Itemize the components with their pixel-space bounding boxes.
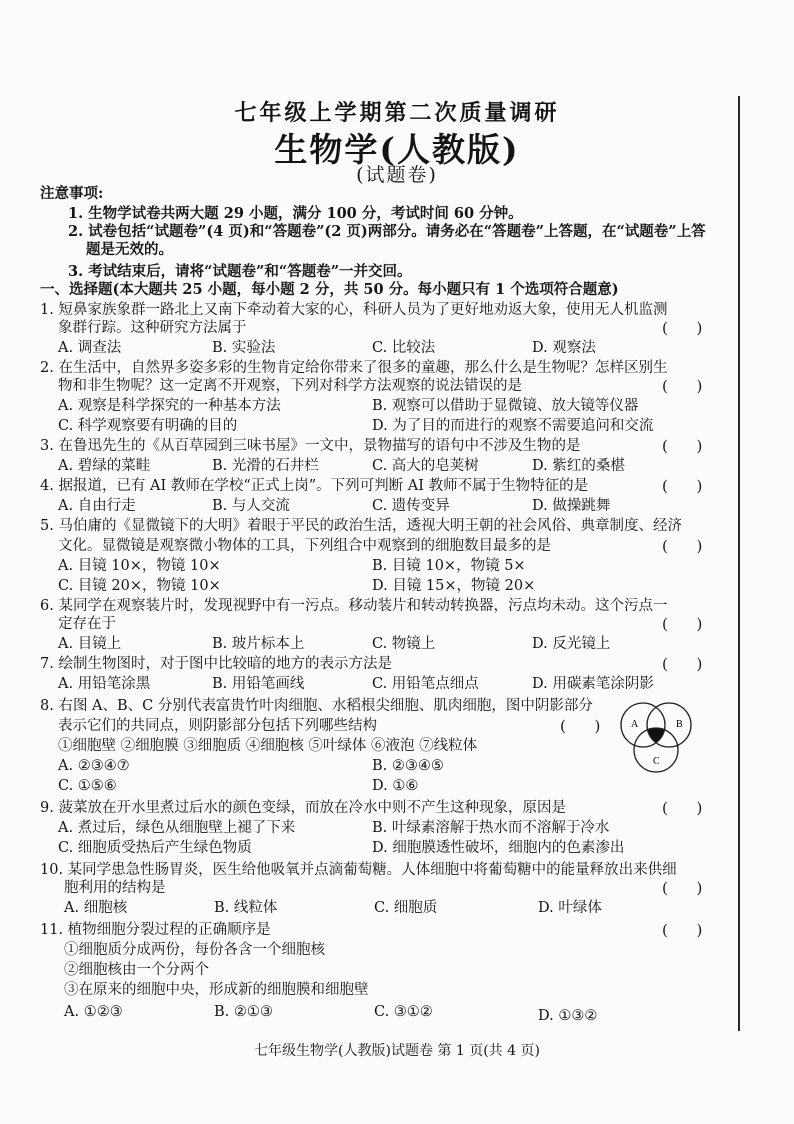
label-b: B — [676, 719, 683, 730]
option: A. 煮过后，绿色从细胞壁上褪了下来 — [58, 820, 296, 836]
option: A. 细胞核 — [64, 900, 128, 916]
option: D. 做操跳舞 — [532, 498, 611, 514]
question-9-stem: 9. 菠菜放在开水里煮过后水的颜色变绿，而放在冷水中则不产生这种现象，原因是 — [40, 800, 566, 816]
question-8-stem-cont: 表示它们的共同点，则阴影部分包括下列哪些结构 — [58, 718, 377, 734]
option: B. 玻片标本上 — [212, 636, 305, 652]
venn-diagram — [616, 700, 696, 778]
option: A. 目镜上 — [58, 636, 122, 652]
exam-subtitle: (试题卷) — [356, 164, 438, 186]
option: C. ①⑤⑥ — [58, 778, 117, 794]
question-2-stem-cont: 物和非生物呢？这一定离不开观察，下列对科学方法观察的说法错误的是 — [58, 378, 522, 394]
option: B. ②③④⑤ — [372, 758, 444, 774]
question-5-stem-cont: 文化。显微镜是观察微小物体的工具，下列组合中观察到的细胞数目最多的是 — [58, 538, 551, 554]
page-footer: 七年级生物学(人教版)试题卷 第 1 页(共 4 页) — [254, 1043, 540, 1059]
section-heading: 一、选择题(本大题共 25 小题，每小题 2 分，共 50 分。每小题只有 1 个选项符合题意) — [40, 281, 619, 298]
option: A. 目镜 10×，物镜 10× — [58, 558, 221, 574]
option: B. 目镜 10×，物镜 5× — [372, 558, 526, 574]
circle-b — [647, 703, 691, 747]
note-2: 2. 试卷包括“试题卷”(4 页)和“答题卷”(2 页)两部分。请务必在“答题卷”上答题，在“试题卷”上答 — [68, 223, 706, 240]
option: D. 细胞膜透性破坏，细胞内的色素渗出 — [372, 840, 625, 856]
exam-title: 生物学(人教版) — [274, 130, 520, 169]
note-2-cont: 题是无效的。 — [86, 241, 173, 258]
note-1: 1. 生物学试卷共两大题 29 小题，满分 100 分，考试时间 60 分钟。 — [68, 205, 523, 222]
label-c: C — [653, 756, 660, 767]
answer-blank: ( ) — [662, 655, 703, 673]
option: D. 紫红的桑椹 — [532, 458, 625, 474]
answer-blank: ( ) — [662, 879, 703, 897]
option: D. ①③② — [538, 1008, 598, 1024]
option: A. ②③④⑦ — [58, 758, 130, 774]
question-6-stem-cont: 定存在于 — [58, 616, 116, 632]
option: D. 用碳素笔涂阴影 — [532, 676, 654, 692]
option: D. 目镜 15×，物镜 20× — [372, 578, 536, 594]
answer-blank: ( ) — [662, 319, 703, 337]
option: D. 为了目的而进行的观察不需要追问和交流 — [372, 418, 654, 434]
option: A. 调查法 — [58, 340, 122, 356]
option: A. 自由行走 — [58, 498, 136, 514]
option: A. 碧绿的菜畦 — [58, 458, 151, 474]
question-1-stem: 1. 短鼻家族象群一路北上又南下牵动着大家的心，科研人员为了更好地劝返大象，使用无人机监测 — [40, 302, 668, 318]
answer-blank: ( ) — [662, 615, 703, 633]
option: C. 物镜上 — [372, 636, 436, 652]
circle-a — [621, 703, 665, 747]
notes-heading: 注意事项: — [40, 185, 104, 202]
step: ①细胞质分成两份，每份各含一个细胞核 — [64, 942, 325, 958]
option: D. 观察法 — [532, 340, 596, 356]
note-3: 3. 考试结束后，请将“试题卷”和“答题卷”一并交回。 — [68, 263, 412, 280]
option: C. 细胞质受热后产生绿色物质 — [58, 840, 252, 856]
option: C. 高大的皂荚树 — [372, 458, 479, 474]
question-5-stem: 5. 马伯庸的《显微镜下的大明》着眼于平民的政治生活，透视大明王朝的社会风俗、典章制度、经济 — [40, 518, 682, 534]
answer-blank: ( ) — [662, 921, 703, 939]
option: B. 实验法 — [212, 340, 276, 356]
question-8-structures: ①细胞壁 ②细胞膜 ③细胞质 ④细胞核 ⑤叶绿体 ⑥液泡 ⑦线粒体 — [58, 738, 478, 754]
option: B. 与人交流 — [212, 498, 290, 514]
question-7-stem: 7. 绘制生物图时，对于图中比较暗的地方的表示方法是 — [40, 656, 392, 672]
option: B. 叶绿素溶解于热水而不溶解于冷水 — [372, 820, 610, 836]
step: ②细胞核由一个分两个 — [64, 962, 209, 978]
question-8-stem: 8. 右图 A、B、C 分别代表富贵竹叶肉细胞、水稻根尖细胞、肌肉细胞，图中阴影部分 — [40, 698, 593, 714]
binding-margin-line — [738, 96, 740, 1031]
option: C. ③①② — [374, 1004, 433, 1020]
option: D. 反光镜上 — [532, 636, 611, 652]
option: A. ①②③ — [64, 1004, 123, 1020]
question-1-stem-cont: 象群行踪。这种研究方法属于 — [58, 320, 247, 336]
exam-heading: 七年级上学期第二次质量调研 — [234, 100, 560, 126]
option: B. ②①③ — [214, 1004, 273, 1020]
option: A. 观察是科学探究的一种基本方法 — [58, 398, 281, 414]
answer-blank: ( ) — [662, 477, 703, 495]
option: C. 细胞质 — [374, 900, 438, 916]
answer-blank: ( ) — [662, 377, 703, 395]
answer-blank: ( ) — [662, 437, 703, 455]
option: B. 光滑的石井栏 — [212, 458, 319, 474]
option: C. 科学观察要有明确的目的 — [58, 418, 238, 434]
question-11-stem: 11. 植物细胞分裂过程的正确顺序是 — [40, 922, 271, 938]
question-3-stem: 3. 在鲁迅先生的《从百草园到三味书屋》一文中，景物描写的语句中不涉及生物的是 — [40, 438, 581, 454]
question-6-stem: 6. 某同学在观察装片时，发现视野中有一污点。移动装片和转动转换器，污点均未动。这个污点一 — [40, 598, 668, 614]
answer-blank: ( ) — [662, 537, 703, 555]
option: C. 用铅笔点细点 — [372, 676, 479, 692]
question-10-stem-cont: 胞利用的结构是 — [64, 880, 166, 896]
answer-blank: ( ) — [560, 717, 601, 735]
answer-blank: ( ) — [662, 799, 703, 817]
option: B. 用铅笔画线 — [212, 676, 305, 692]
label-a: A — [631, 719, 639, 730]
step: ③在原来的细胞中央，形成新的细胞膜和细胞壁 — [64, 982, 369, 998]
option: C. 遗传变异 — [372, 498, 450, 514]
question-10-stem: 10. 某同学患急性肠胃炎，医生给他吸氧并点滴葡萄糖。人体细胞中将葡萄糖中的能量释放出来供细 — [40, 862, 677, 878]
option: D. 叶绿体 — [538, 900, 602, 916]
question-4-stem: 4. 据报道，已有 AI 教师在学校“正式上岗”。下列可判断 AI 教师不属于生物特征的是 — [40, 478, 589, 494]
option: C. 目镜 20×，物镜 10× — [58, 578, 221, 594]
option: A. 用铅笔涂黑 — [58, 676, 151, 692]
option: D. ①⑥ — [372, 778, 419, 794]
question-2-stem: 2. 在生活中，自然界多姿多彩的生物肯定给你带来了很多的童趣，那么什么是生物呢？怎样区别生 — [40, 360, 668, 376]
option: C. 比较法 — [372, 340, 436, 356]
option: B. 观察可以借助于显微镜、放大镜等仪器 — [372, 398, 639, 414]
option: B. 线粒体 — [214, 900, 278, 916]
